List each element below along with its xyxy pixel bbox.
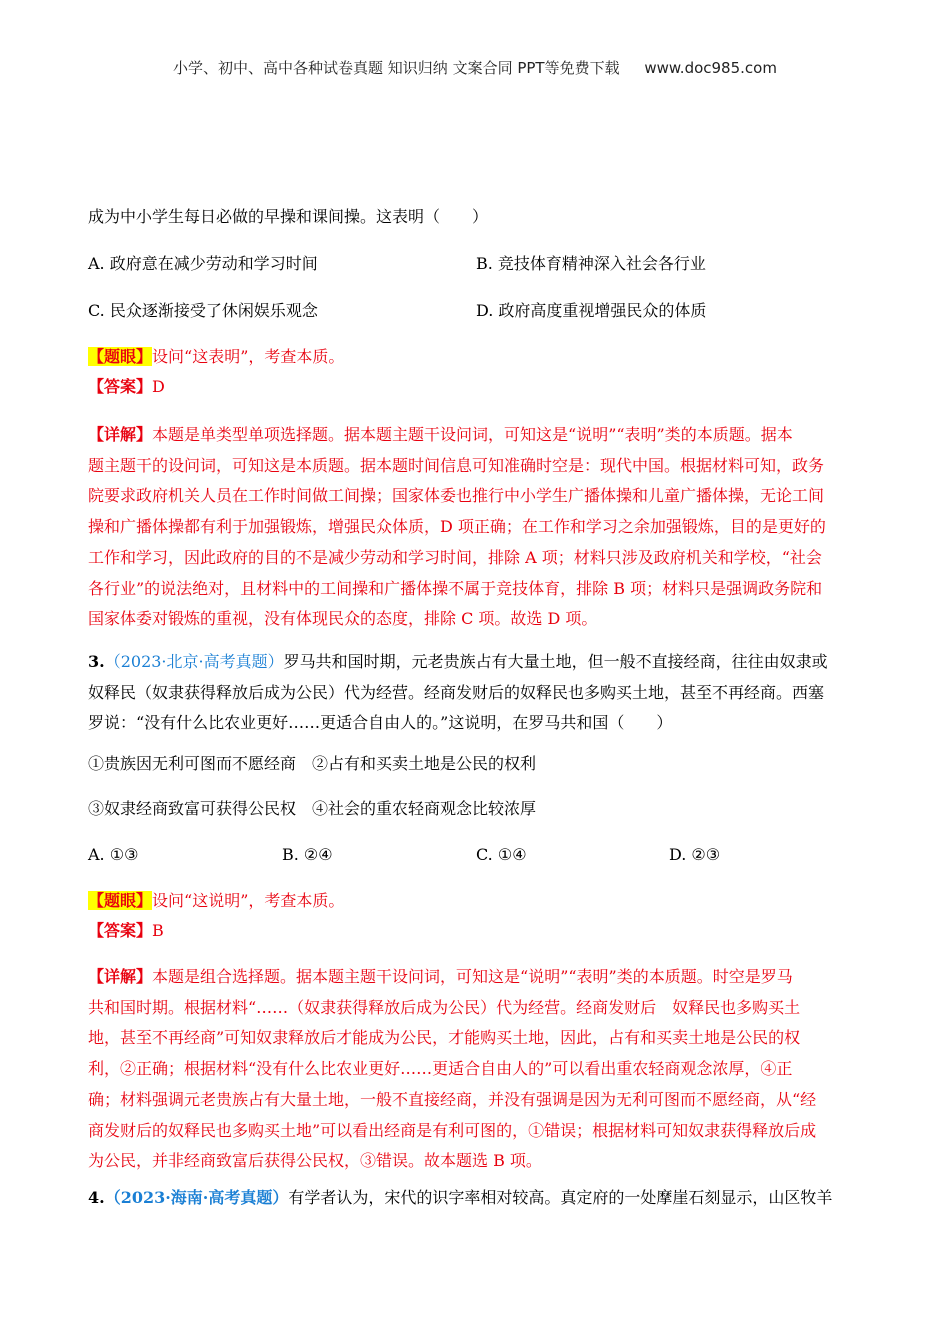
q3-option-c: C. ①④ [476, 845, 527, 864]
q4-stem-text: 有学者认为，宋代的识字率相对较高。真定府的一处摩崖石刻显示，山区牧羊 [288, 1188, 833, 1207]
q2-detail-line-4: 操和广播体操都有利于加强锻炼，增强民众体质，D 项正确；在工作和学习之余加强锻炼，目的是更好的 [88, 517, 826, 537]
q3-stem-line-2: 奴释民（奴隶获得释放后成为公民）代为经营。经商发财后的奴释民也多购买土地，甚至不再经商。西塞 [88, 682, 825, 702]
q2-tiyan-tag: 【题眼】 [88, 347, 153, 366]
q3-tiyan-text: 设问“这说明”，考查本质。 [152, 891, 345, 910]
q3-answer [88, 921, 164, 941]
q3-number: 3. [88, 652, 105, 671]
q3-stem-line-3: 罗说：“没有什么比农业更好……更适合自由人的。”这说明，在罗马共和国（ ） [88, 713, 673, 733]
page-header [0, 57, 950, 78]
q3-source[interactable]: （2023·北京·高考真题） [104, 652, 284, 671]
q3-stem-line-1: 3.（2023·北京·高考真题）罗马共和国时期，元老贵族占有大量土地，但一般不直接经商，往往由奴隶或 [88, 652, 828, 671]
q3-detail-line-7: 为公民，并非经商致富后获得公民权，③错误。故本题选 B 项。 [88, 1151, 542, 1171]
q3-detail-line-3: 地，甚至不再经商”可知奴隶释放后才能成为公民，才能购买土地，因此，占有和买卖土地是公民的权 [88, 1028, 801, 1048]
q3-detail-line-1: 【详解】本题是组合选择题。据本题主题干设问词，可知这是“说明”“表明”类的本质题。时空是罗马 [88, 967, 793, 986]
q3-answer-tag: 【答案】 [88, 921, 153, 940]
q2-option-c: C. 民众逐渐接受了休闲娱乐观念 [88, 301, 318, 320]
q3-tiyan-tag: 【题眼】 [88, 891, 153, 910]
q3-answer-value: B [152, 921, 164, 940]
q2-detail [88, 420, 864, 635]
header-text: 小学、初中、高中各种试卷真题 知识归纳 文案合同 PPT等免费下载 [173, 59, 620, 77]
q2-detail-line-1: 【详解】本题是单类型单项选择题。据本题主题干设问词，可知这是“说明”“表明”类的本质题。据本 [88, 425, 793, 444]
q2-option-a: A. 政府意在减少劳动和学习时间 [88, 254, 318, 273]
q2-option-d: D. 政府高度重视增强民众的体质 [476, 301, 707, 320]
q4-number: 4. [88, 1188, 105, 1207]
q3-detail-line-4: 利，②正确；根据材料“没有什么比农业更好……更适合自由人的”可以看出重农轻商观念浓厚，④正 [88, 1059, 793, 1079]
q3-detail-line-6: 商发财后的奴释民也多购买土地”可以看出经商是有利可图的，①错误；根据材料可知奴隶获得释放后成 [88, 1120, 817, 1140]
q2-tiyan [88, 347, 344, 367]
q3-option-d: D. ②③ [669, 845, 721, 864]
q2-detail-tag: 【详解】 [88, 425, 153, 444]
q4-stem [88, 1188, 832, 1208]
q3-option-b: B. ②④ [282, 845, 333, 864]
q4-source[interactable]: （2023·海南·高考真题） [104, 1188, 289, 1207]
q2-detail-line-5: 工作和学习，因此政府的目的不是减少劳动和学习时间，排除 A 项；材料只涉及政府机关和学校，“社会 [88, 547, 822, 567]
q3-statement-2: ③奴隶经商致富可获得公民权 ④社会的重农轻商观念比较浓厚 [88, 799, 537, 818]
q2-stem-end: 成为中小学生每日必做的早操和课间操。这表明（ ） [88, 207, 489, 226]
q3-detail [88, 962, 864, 1177]
header-url[interactable]: www.doc985.com [644, 59, 777, 77]
q2-detail-line-6: 各行业”的说法绝对，且材料中的工间操和广播体操不属于竞技体育，排除 B 项；材料只是强调政务院和 [88, 578, 823, 598]
q2-answer [88, 377, 165, 397]
q2-answer-value: D [152, 377, 165, 396]
q3-stem [88, 647, 864, 739]
q2-option-b: B. 竞技体育精神深入社会各行业 [476, 254, 706, 273]
q3-tiyan [88, 891, 344, 911]
q3-detail-tag: 【详解】 [88, 967, 153, 986]
q3-detail-line-5: 确；材料强调元老贵族占有大量土地，一般不直接经商，并没有强调是因为无利可图而不愿经商，从“经 [88, 1089, 817, 1109]
q2-detail-line-3: 院要求政府机关人员在工作时间做工间操；国家体委也推行中小学生广播体操和儿童广播体操，无论工间 [88, 486, 825, 506]
q2-detail-line-2: 题主题干的设问词，可知这是本质题。据本题时间信息可知准确时空是：现代中国。根据材料可知，政务 [88, 455, 825, 475]
q2-tiyan-text: 设问“这表明”，考查本质。 [152, 347, 345, 366]
q3-statement-1: ①贵族因无利可图而不愿经商 ②占有和买卖土地是公民的权利 [88, 754, 537, 773]
q2-detail-line-7: 国家体委对锻炼的重视，没有体现民众的态度，排除 C 项。故选 D 项。 [88, 609, 598, 629]
q3-option-a: A. ①③ [88, 845, 139, 864]
q2-answer-tag: 【答案】 [88, 377, 153, 396]
q3-detail-line-2: 共和国时期。根据材料“……（奴隶获得释放后成为公民）代为经营。经商发财后 奴释民也多购买土 [88, 997, 801, 1017]
